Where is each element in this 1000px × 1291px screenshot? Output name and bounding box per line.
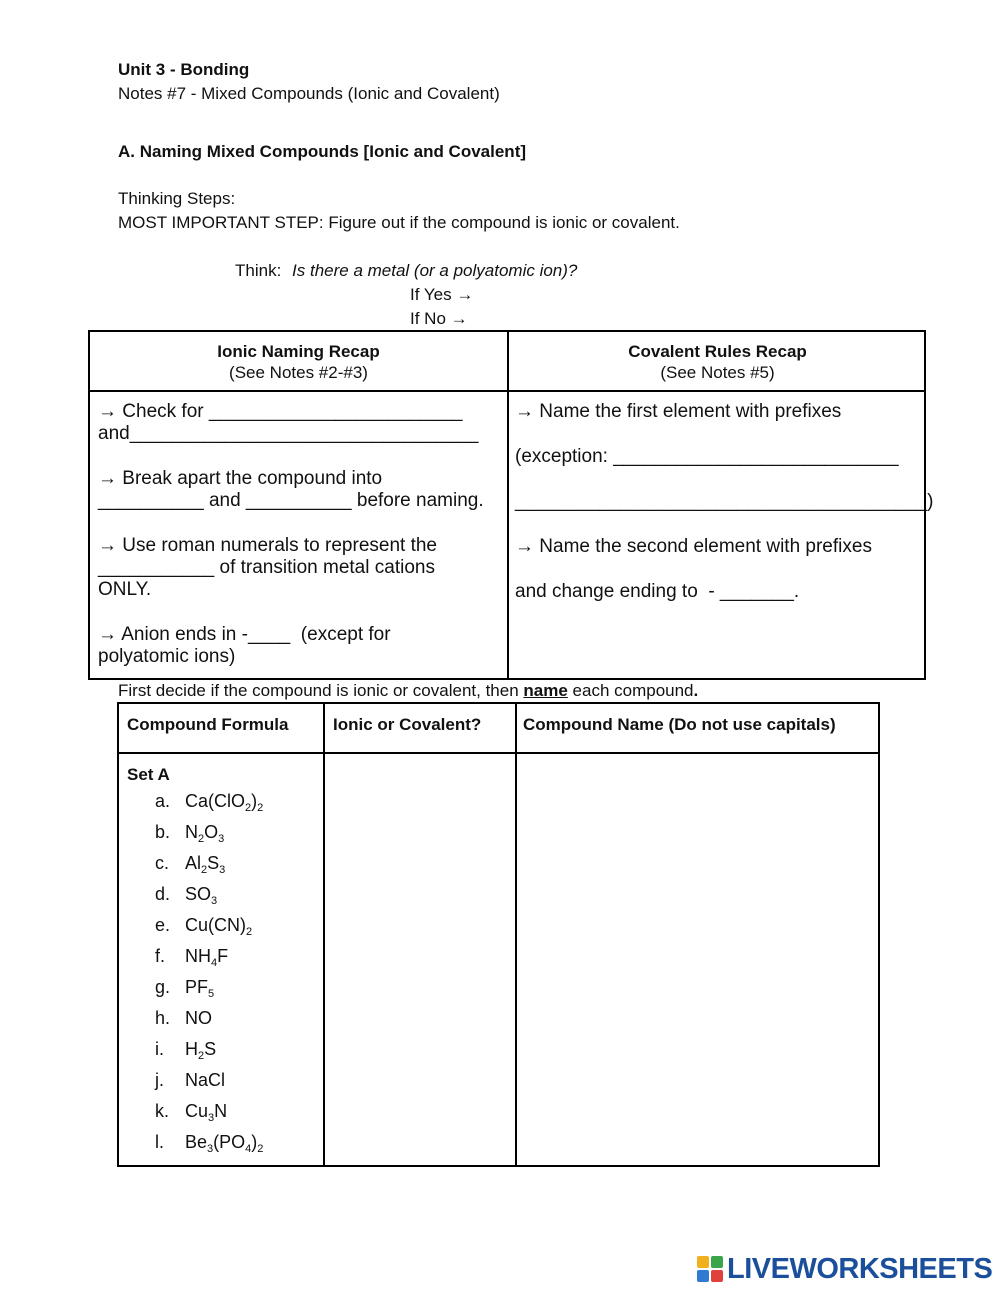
compound-formula [185, 1008, 212, 1028]
recap-header-divider [90, 390, 924, 392]
formula-subscript: 2 [201, 864, 208, 876]
covalent-line: (exception: ___________________________ [515, 446, 899, 467]
compound-item [155, 1034, 263, 1065]
compound-formula [185, 884, 218, 907]
compound-item [155, 910, 263, 941]
formula-text: S [204, 1039, 217, 1059]
instruction-text-after: each compound [567, 681, 694, 700]
compound-item [155, 1096, 263, 1127]
ionic-line: ONLY. [98, 579, 152, 600]
formula-subscript: 3 [208, 1112, 215, 1124]
col-header-formula: Compound Formula [127, 715, 289, 734]
section-a-title: A. Naming Mixed Compounds [Ionic and Covalent] [118, 142, 527, 161]
covalent-line: and change ending to - _______. [515, 581, 800, 602]
instruction-period: . [693, 681, 699, 700]
compound-name-answer-area[interactable] [517, 754, 878, 1165]
if-yes: If Yes → [410, 285, 474, 304]
compound-item [155, 1065, 263, 1096]
compound-formula [185, 946, 229, 969]
compound-formula [185, 822, 225, 845]
compound-letter: j. [155, 1070, 164, 1090]
ionic-line: and_________________________________ [98, 423, 479, 444]
instruction-text-before: First decide if the compound is ionic or covalent, then [118, 681, 524, 700]
compound-letter: l. [155, 1132, 164, 1152]
covalent-line: → Name the first element with prefixes [515, 401, 842, 422]
logo-block [711, 1270, 723, 1282]
formula-subscript: 3 [218, 833, 225, 845]
compound-item [155, 1127, 263, 1158]
logo-blocks-icon [697, 1256, 723, 1282]
compound-letter: b. [155, 822, 171, 842]
notes-title: Notes #7 - Mixed Compounds (Ionic and Covalent) [118, 84, 500, 103]
ionic-recap-title: Ionic Naming Recap [217, 342, 380, 361]
formula-text: Ca(ClO [185, 791, 246, 811]
compound-letter: a. [155, 791, 171, 811]
compound-formula [185, 1070, 225, 1090]
compound-item [155, 786, 263, 817]
compound-item [155, 848, 263, 879]
logo-block [697, 1270, 709, 1282]
most-important-step: MOST IMPORTANT STEP: Figure out if the compound is ionic or covalent. [118, 213, 680, 232]
formula-text: F [217, 946, 229, 966]
covalent-recap-content [515, 401, 933, 603]
formula-subscript: 5 [208, 988, 215, 1000]
covalent-line: _______________________________________) [515, 491, 934, 512]
ionic-recap-header [90, 341, 507, 383]
formula-text: Cu [185, 1101, 209, 1121]
covalent-recap-subtitle: (See Notes #5) [660, 363, 775, 382]
formula-subscript: 4 [245, 1143, 252, 1155]
covalent-recap-header [509, 341, 926, 383]
formula-subscript: 2 [257, 802, 264, 814]
recap-divider [507, 332, 509, 678]
formula-text: Be [185, 1132, 208, 1152]
col-header-type: Ionic or Covalent? [333, 715, 482, 734]
formula-text: N [185, 822, 198, 842]
ionic-line: __________ and __________ before naming. [98, 490, 484, 511]
compound-letter: d. [155, 884, 171, 904]
compound-letter: h. [155, 1008, 171, 1028]
compound-formula [185, 977, 215, 1000]
logo-block [697, 1256, 709, 1268]
compound-letter: i. [155, 1039, 164, 1059]
formula-text: NaCl [185, 1070, 226, 1090]
formula-text: N [214, 1101, 228, 1121]
formula-text: SO [185, 884, 212, 904]
compound-letter: c. [155, 853, 170, 873]
ionic-line: → Anion ends in -____ (except for [98, 624, 391, 645]
instruction-name-word: name [523, 681, 568, 700]
compound-item [155, 879, 263, 910]
formula-text: ) [251, 1132, 258, 1152]
think-question: Is there a metal (or a polyatomic ion)? [292, 261, 578, 280]
formula-text: PF [185, 977, 209, 997]
formula-text: H [185, 1039, 198, 1059]
compound-letter: k. [155, 1101, 170, 1121]
ionic-line: → Check for ________________________ [98, 401, 463, 422]
formula-text: S [207, 853, 220, 873]
formula-subscript: 3 [207, 1143, 214, 1155]
compound-formula [185, 1039, 217, 1062]
ionic-line: polyatomic ions) [98, 646, 236, 667]
compound-formula [185, 1101, 228, 1124]
col-header-name: Compound Name (Do not use capitals) [523, 715, 836, 734]
formula-subscript: 2 [198, 1050, 205, 1062]
compound-formula [185, 1132, 264, 1155]
ionic-line: → Use roman numerals to represent the [98, 535, 437, 556]
compound-formula [185, 853, 226, 876]
recap-table [88, 330, 934, 680]
ionic-covalent-answer-area[interactable] [325, 754, 515, 1165]
ionic-line: ___________ of transition metal cations [98, 557, 435, 578]
formula-text: NO [185, 1008, 212, 1028]
formula-subscript: 3 [211, 895, 218, 907]
covalent-line: → Name the second element with prefixes [515, 536, 872, 557]
instruction [118, 679, 698, 702]
compound-formula [185, 791, 264, 814]
formula-subscript: 2 [245, 802, 252, 814]
formula-subscript: 3 [219, 864, 226, 876]
formula-text: (PO [213, 1132, 246, 1152]
formula-subscript: 2 [246, 926, 253, 938]
compound-item [155, 972, 263, 1003]
formula-text: Cu(CN) [185, 915, 246, 935]
compound-letter: e. [155, 915, 171, 935]
ionic-line: → Break apart the compound into [98, 468, 383, 489]
ionic-recap-content [98, 401, 484, 668]
formula-text: NH [185, 946, 211, 966]
covalent-recap-title: Covalent Rules Recap [628, 342, 807, 361]
compound-table [117, 702, 880, 1167]
unit-title: Unit 3 - Bonding [118, 60, 250, 79]
ionic-recap-subtitle: (See Notes #2-#3) [229, 363, 368, 382]
logo-block [711, 1256, 723, 1268]
thinking-steps-label: Thinking Steps: [118, 189, 236, 208]
think-label: Think: [235, 261, 282, 280]
if-no: If No → [410, 309, 468, 328]
logo-text: LIVEWORKSHEETS [727, 1252, 993, 1285]
set-label: Set A [127, 765, 170, 784]
compound-item [155, 941, 263, 972]
formula-text: O [204, 822, 219, 842]
compound-item [155, 1003, 263, 1034]
compound-item [155, 817, 263, 848]
compound-list [155, 786, 263, 1158]
think-line [235, 259, 577, 282]
liveworksheets-logo [697, 1254, 992, 1284]
formula-text: ) [251, 791, 258, 811]
formula-subscript: 4 [211, 957, 218, 969]
compound-letter: f. [155, 946, 166, 966]
formula-subscript: 2 [257, 1143, 264, 1155]
compound-formula [185, 915, 253, 938]
formula-subscript: 2 [198, 833, 205, 845]
formula-text: Al [185, 853, 202, 873]
compound-letter: g. [155, 977, 171, 997]
